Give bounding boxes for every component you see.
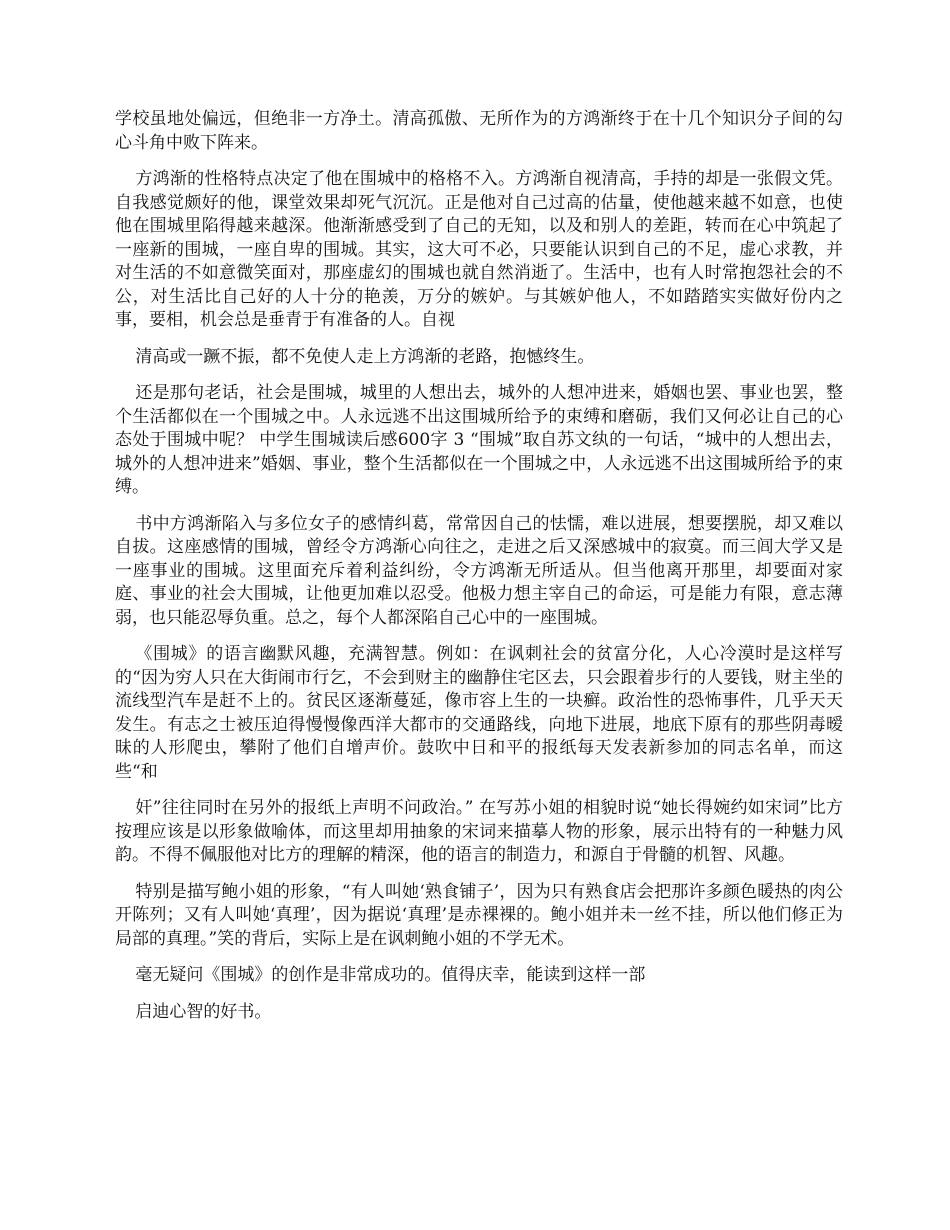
paragraph-8: 特别是描写鲍小姐的形象，“有人叫她‘熟食铺子’，因为只有熟食店会把那许多颜色暖热的肉公开陈列；又有人叫她‘真理’，因为据说‘真理’是赤裸裸的。鲍小姐并未一丝不挂，所以他们修正为局部的真理。”笑的背后，实际上是在讽刺鲍小姐的不学无术。 <box>115 881 843 949</box>
paragraph-6: 《围城》的语言幽默风趣，充满智慧。例如：在讽刺社会的贫富分化，人心冷漠时是这样写的“因为穷人只在大街闹市行乞，不会到财主的幽静住宅区去，只会跟着步行的人要钱，财主坐的流线型汽车是赶不上的。贫民区逐渐蔓延，像市容上生的一块癣。政治性的恐怖事件，几乎天天发生。有志之士被压迫得慢慢像西洋大都市的交通路线，向地下进展，地底下原有的那些阴毒暧昧的人形爬虫，攀附了他们自增声价。鼓吹中日和平的报纸每天发表新参加的同志名单，而这些“和 <box>115 644 843 782</box>
paragraph-3: 清高或一蹶不振，都不免使人走上方鸿渐的老路，抱憾终生。 <box>135 346 595 367</box>
paragraph-10: 启迪心智的好书。 <box>135 1001 272 1022</box>
document-body <box>115 108 843 1037</box>
paragraph-9: 毫无疑问《围城》的创作是非常成功的。值得庆幸，能读到这样一部 <box>135 965 646 985</box>
paragraph-4: 还是那句老话，社会是围城，城里的人想出去，城外的人想冲进来，婚姻也罢、事业也罢，整个生活都似在一个围城之中。人永远逃不出这围城所给予的束缚和磨砺，我们又何必让自己的心态处于围城中呢？ 中学生围城读后感600字 3 “围城”取自苏文纨的一句话，“城中的人想出去，城外的人想冲进来”婚姻、事业，整个生活都似在一个围城之中，人永远逃不出这围城所给予的束缚。 <box>115 383 843 497</box>
paragraph-7: 奸”往往同时在另外的报纸上声明不问政治。” 在写苏小姐的相貌时说“她长得婉约如宋词”比方按理应该是以形象做喻体，而这里却用抽象的宋词来描摹人物的形象，展示出特有的一种魅力风韵。不得不佩服他对比方的理解的精深，他的语言的制造力，和源自于骨髓的机智、风趣。 <box>115 798 843 865</box>
paragraph-5: 书中方鸿渐陷入与多位女子的感情纠葛，常常因自己的怯懦，难以进展，想要摆脱，却又难以自拔。这座感情的围城，曾经令方鸿渐心向往之，走进之后又深感城中的寂寞。而三闾大学又是一座事业的围城。这里面充斥着利益纠纷，令方鸿渐无所适从。但当他离开那里，却要面对家庭、事业的社会大围城，让他更加难以忍受。他极力想主宰自己的命运，可是能力有限，意志薄弱，也只能忍辱负重。总之，每个人都深陷自己心中的一座围城。 <box>115 513 843 628</box>
paragraph-2: 方鸿渐的性格特点决定了他在围城中的格格不入。方鸿渐自视清高，手持的却是一张假文凭。自我感觉颇好的他，课堂效果却死气沉沉。正是他对自己过高的估量，使他越来越不如意，也使他在围城里陷得越来越深。他渐渐感受到了自己的无知，以及和别人的差距，转而在心中筑起了一座新的围城，一座自卑的围城。其实，这大可不必，只要能认识到自己的不足，虚心求教，并对生活的不如意微笑面对，那座虚幻的围城也就自然消逝了。生活中，也有人时常抱怨社会的不公，对生活比自己好的人十分的艳羡，万分的嫉妒。与其嫉妒他人，不如踏踏实实做好份内之事，要相，机会总是垂青于有准备的人。自视 <box>115 169 843 330</box>
paragraph-1: 学校虽地处偏远，但绝非一方净土。清高孤傲、无所作为的方鸿渐终于在十几个知识分子间的勾心斗角中败下阵来。 <box>115 109 843 153</box>
